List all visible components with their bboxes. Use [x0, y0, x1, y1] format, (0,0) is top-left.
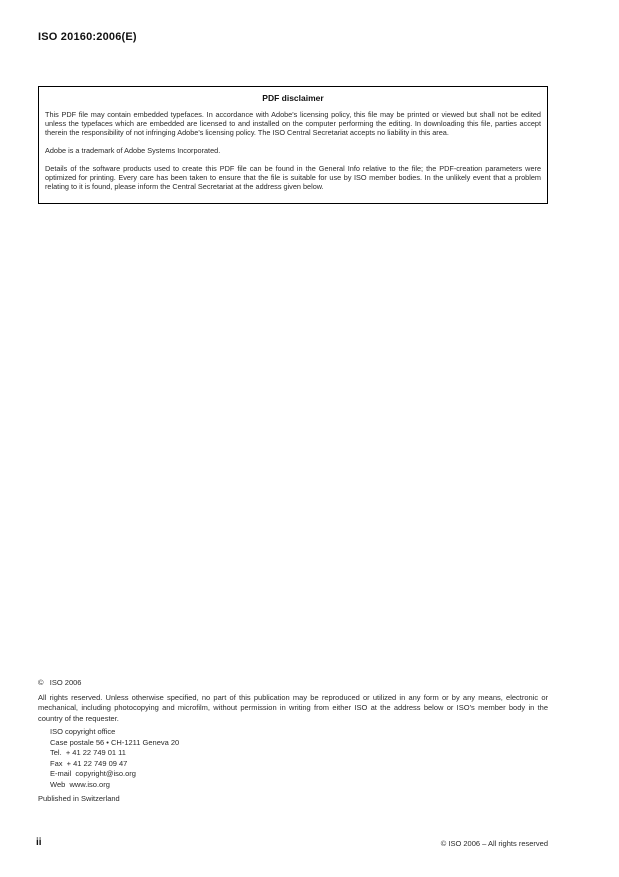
copyright-block	[38, 678, 548, 805]
address-line-web: Web www.iso.org	[50, 779, 110, 789]
iso-address-block	[50, 727, 548, 790]
page-number: ii	[36, 837, 42, 848]
address-line-tel: Tel. + 41 22 749 01 11	[50, 748, 126, 757]
published-in-line: Published in Switzerland	[38, 794, 120, 803]
copyright-notice: All rights reserved. Unless otherwise specified, no part of this publication may be reproduced or utilized in any form or by any means, electronic or mechanical, including photocopying and microfilm, without permission in writing from either ISO at the address below or ISO's member body in the country of the requester.	[38, 692, 548, 723]
copyright-year-line: © ISO 2006	[38, 678, 82, 687]
disclaimer-paragraph: This PDF file may contain embedded typefaces. In accordance with Adobe's licensing policy, this file may be printed or viewed but shall not be edited unless the typefaces which are embedded are licensed to and installed on the computer performing the editing. In downloading this file, parties accept therein the responsibility of not infringing Adobe's licensing policy. The ISO Central Secretariat accepts no liability in this area.	[45, 110, 541, 137]
document-id-header: ISO 20160:2006(E)	[38, 31, 137, 43]
address-line-office: ISO copyright office	[50, 727, 116, 736]
pdf-disclaimer-box	[38, 86, 548, 204]
disclaimer-paragraph: Details of the software products used to create this PDF file can be found in the General Info relative to the file; the PDF-creation parameters were optimized for printing. Every care has been taken to ensure that the file is suitable for use by ISO member bodies. In the unlikely event that a problem relating to it is found, please inform the Central Secretariat at the address given below.	[45, 164, 541, 191]
disclaimer-paragraph: Adobe is a trademark of Adobe Systems Incorporated.	[45, 146, 221, 155]
address-line-email: E-mail copyright@iso.org	[50, 769, 136, 778]
address-line-fax: Fax + 41 22 749 09 47	[50, 758, 128, 768]
address-line-postal: Case postale 56 • CH-1211 Geneva 20	[50, 737, 180, 747]
disclaimer-title: PDF disclaimer	[262, 93, 324, 103]
footer-copyright: © ISO 2006 – All rights reserved	[440, 839, 548, 848]
